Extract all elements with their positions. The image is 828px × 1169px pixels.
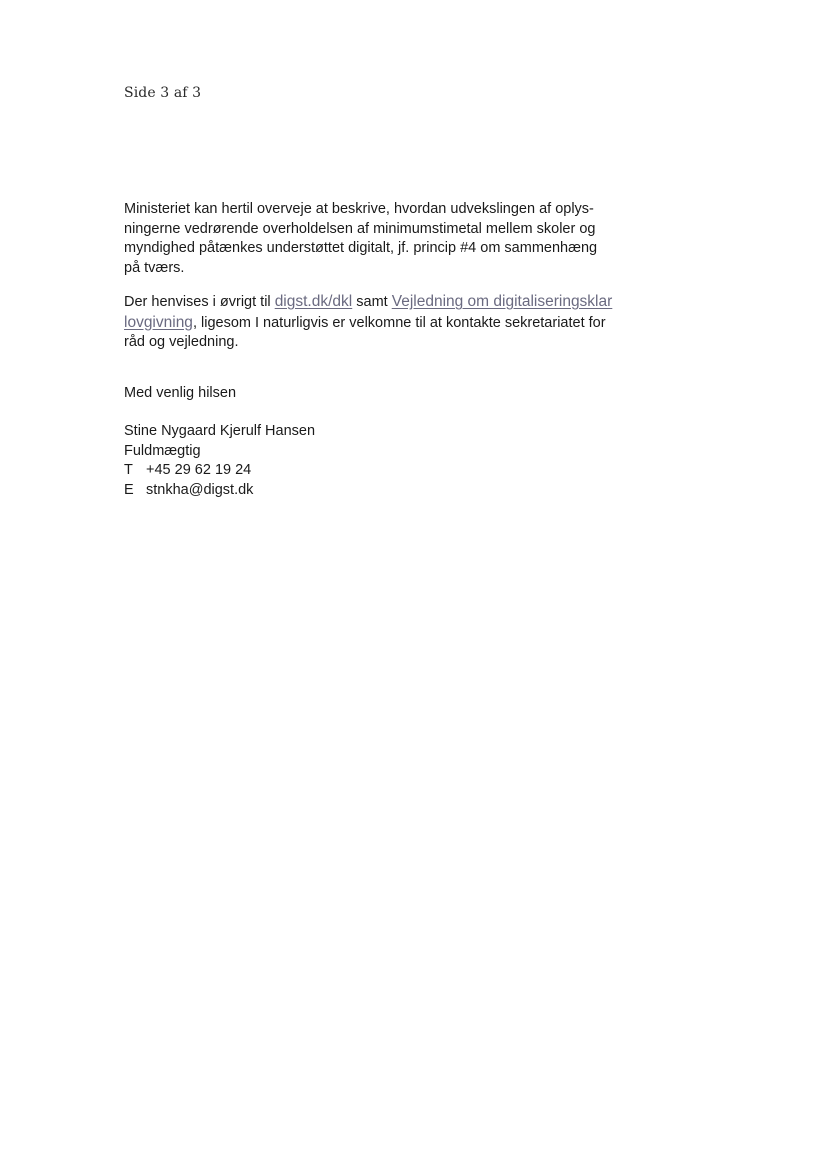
vejledning-link-continued[interactable]: lovgivning — [124, 313, 193, 331]
paragraph-principle — [124, 200, 644, 278]
signature-phone-row — [124, 461, 644, 481]
paragraph-references — [124, 292, 644, 353]
page-number: Side 3 af 3 — [124, 85, 202, 101]
paragraph-line — [124, 292, 644, 313]
closing-greeting: Med venlig hilsen — [124, 385, 237, 401]
reference-text: Der henvises i øvrigt til — [124, 294, 275, 310]
reference-text: , ligesom I naturligvis er velkomne til at kontakte sekretariatet for — [192, 314, 606, 331]
paragraph-line: ningerne vedrørende overholdelsen af minimumstimetal mellem skoler og — [124, 220, 596, 237]
email-label: E — [124, 481, 134, 498]
digst-dkl-link[interactable]: digst.dk/dkl — [274, 293, 353, 310]
reference-text: samt — [352, 294, 392, 310]
paragraph-line: råd og vejledning. — [124, 334, 239, 350]
signature-block — [124, 422, 644, 500]
phone-label: T — [124, 462, 133, 478]
signature-title: Fuldmægtig — [124, 442, 201, 459]
phone-number: +45 29 62 19 24 — [146, 462, 252, 478]
paragraph-line: på tværs. — [124, 259, 185, 276]
vejledning-link[interactable]: Vejledning om digitaliseringsklar — [391, 293, 613, 310]
paragraph-line: myndighed påtænkes understøttet digitalt, jf. princip #4 om sammenhæng — [124, 240, 598, 256]
email-address[interactable]: stnkha@digst.dk — [146, 481, 254, 498]
paragraph-line: Ministeriet kan hertil overveje at beskrive, hvordan udvekslingen af oplys- — [124, 201, 594, 217]
signature-name: Stine Nygaard Kjerulf Hansen — [124, 423, 316, 439]
signature-email-row — [124, 481, 644, 501]
paragraph-line — [124, 313, 644, 334]
